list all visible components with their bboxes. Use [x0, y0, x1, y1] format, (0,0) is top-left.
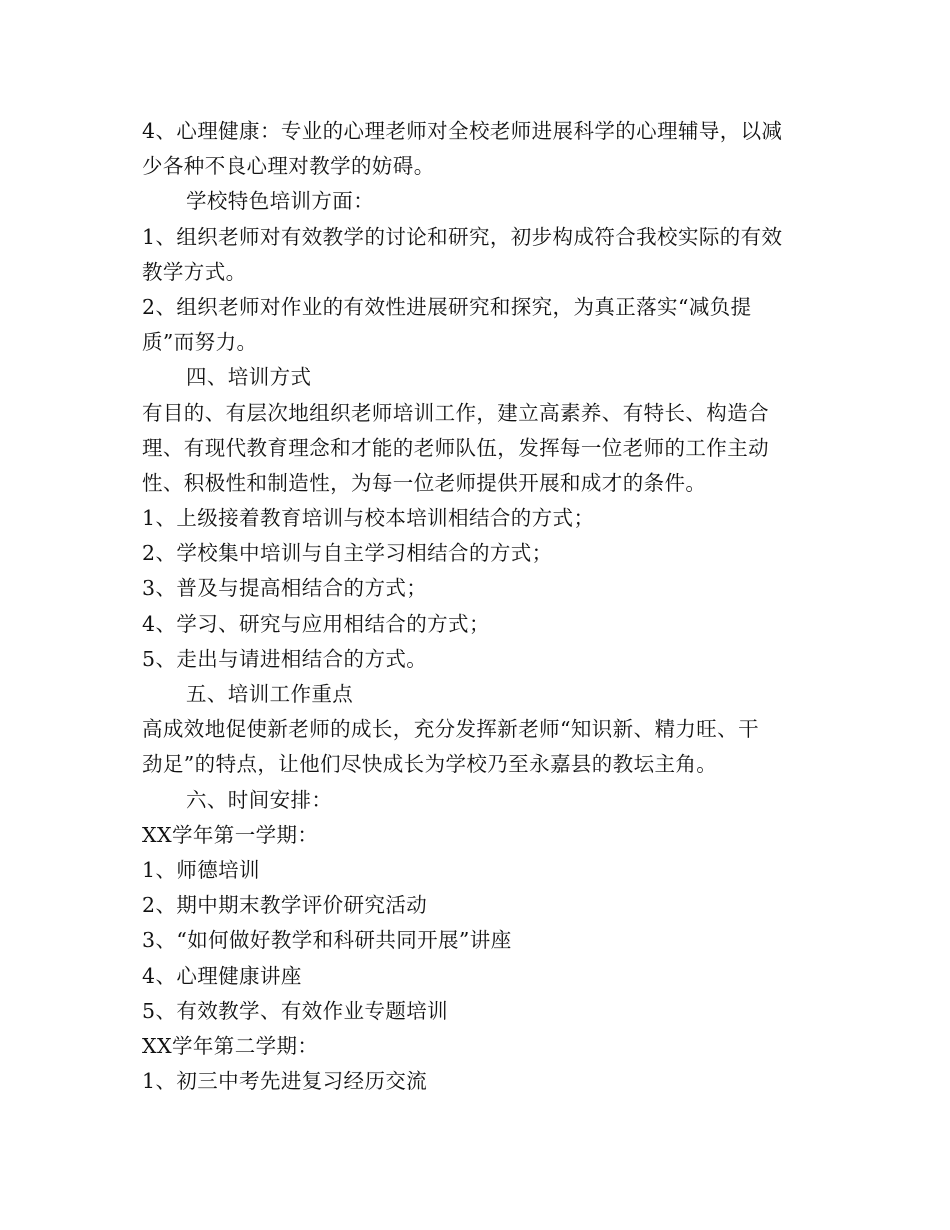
list-item: 1、上级接着教育培训与校本培训相结合的方式；: [142, 506, 595, 531]
section-heading: 五、培训工作重点: [186, 682, 354, 706]
list-item: 3、普及与提高相结合的方式；: [142, 576, 428, 601]
list-item: 5、走出与请进相结合的方式。: [142, 646, 428, 671]
text-line: 1、组织老师对有效教学的讨论和研究，初步构成符合我校实际的有效: [142, 224, 783, 249]
list-item: 5、有效教学、有效作业专题培训: [142, 998, 449, 1023]
list-item: 3、“如何做好教学和科研共同开展”讲座: [142, 928, 512, 953]
text-line: 质”而努力。: [142, 330, 258, 355]
list-item: 2、期中期末教学评价研究活动: [142, 893, 428, 918]
section-heading: 六、时间安排：: [186, 787, 333, 812]
list-item: 1、初三中考先进复习经历交流: [142, 1069, 428, 1094]
section-heading: 四、培训方式: [186, 365, 312, 390]
text-line: 4、心理健康：专业的心理老师对全校老师进展科学的心理辅导，以减: [142, 119, 783, 143]
list-item: 2、学校集中培训与自主学习相结合的方式；: [142, 541, 553, 566]
text-line: 教学方式。: [142, 259, 247, 284]
text-line: 性、积极性和制造性，为每一位老师提供开展和成才的条件。: [142, 470, 707, 495]
document-body: [142, 114, 812, 1099]
text-line: 少各种不良心理对教学的妨碍。: [142, 154, 435, 179]
term-heading: XX学年第二学期：: [142, 1033, 319, 1058]
list-item: 1、师德培训: [142, 857, 260, 882]
text-line: 有目的、有层次地组织老师培训工作，建立高素养、有特长、构造合: [142, 400, 769, 425]
text-line: 高成效地促使新老师的成长，充分发挥新老师“知识新、精力旺、干: [142, 717, 759, 742]
text-line: 2、组织老师对作业的有效性进展研究和探究，为真正落实“减负提: [142, 294, 752, 319]
list-item: 4、学习、研究与应用相结合的方式；: [142, 611, 490, 636]
term-heading: XX学年第一学期：: [142, 822, 319, 847]
text-line: 劲足”的特点，让他们尽快成长为学校乃至永嘉县的教坛主角。: [142, 752, 718, 777]
list-item: 4、心理健康讲座: [142, 963, 302, 988]
section-heading: 学校特色培训方面：: [186, 189, 375, 214]
text-line: 理、有现代教育理念和才能的老师队伍，发挥每一位老师的工作主动: [142, 435, 769, 460]
